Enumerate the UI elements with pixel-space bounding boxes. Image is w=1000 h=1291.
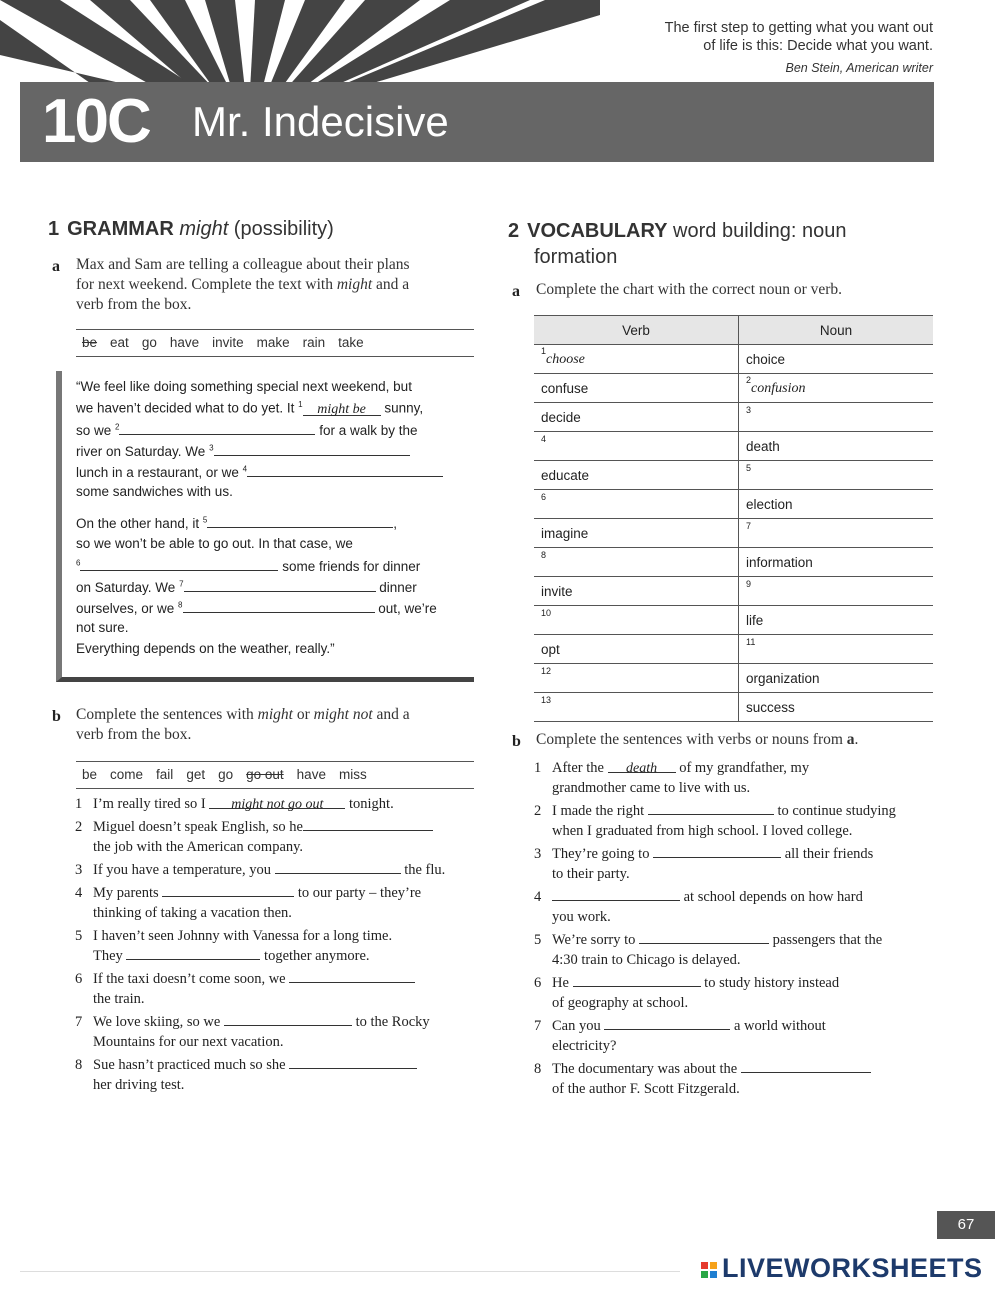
table-row bbox=[534, 403, 933, 432]
logo-text: LIVEWORKSHEETS bbox=[722, 1253, 983, 1283]
list-item bbox=[75, 817, 433, 857]
section-topic-italic: might bbox=[179, 218, 229, 240]
text-line: On the other hand, it $^5$ , bbox=[76, 515, 398, 531]
cell-value: confuse bbox=[541, 380, 589, 396]
item-text: all their friends bbox=[784, 846, 874, 862]
word-come: come bbox=[110, 767, 144, 782]
section-number: 2 bbox=[508, 220, 520, 242]
table-row bbox=[534, 461, 933, 490]
answer-blank[interactable] bbox=[126, 946, 260, 960]
list-item bbox=[534, 801, 896, 841]
table-row bbox=[534, 432, 933, 461]
gap-number: 13 bbox=[541, 694, 552, 705]
table-row bbox=[534, 519, 933, 548]
table-row bbox=[534, 664, 933, 693]
cell-value: invite bbox=[541, 583, 573, 599]
table-cell bbox=[534, 635, 739, 664]
text-line bbox=[76, 463, 443, 480]
gap-number: 2 bbox=[746, 374, 752, 385]
answer-blank-3[interactable] bbox=[214, 442, 410, 456]
exercise-letter-a: a bbox=[512, 283, 520, 300]
table-cell[interactable] bbox=[534, 693, 739, 722]
word-box-b bbox=[76, 761, 474, 789]
answer-blank[interactable] bbox=[289, 969, 415, 983]
item-text: Can you bbox=[552, 1018, 601, 1034]
table-cell bbox=[534, 403, 739, 432]
text: river on Saturday. We bbox=[76, 444, 210, 459]
gap-number: 3 bbox=[746, 404, 752, 415]
text-line: “We feel like doing something special next weekend, but bbox=[76, 379, 412, 394]
section-topic: word building: noun bbox=[667, 220, 847, 242]
section-title: GRAMMAR bbox=[67, 218, 174, 240]
gap-number: 1 bbox=[298, 400, 303, 409]
answer-blank[interactable] bbox=[224, 1012, 352, 1026]
grammar-a-instructions bbox=[76, 255, 410, 315]
list-item bbox=[534, 887, 863, 927]
exercise-letter-b: b bbox=[512, 733, 521, 750]
column-header-noun: Noun bbox=[739, 316, 934, 345]
item-text: electricity? bbox=[552, 1038, 617, 1054]
item-number: 7 bbox=[534, 1018, 542, 1034]
item-text: I made the right bbox=[552, 803, 645, 819]
item-number: 5 bbox=[75, 928, 83, 944]
answer-blank-4[interactable] bbox=[247, 463, 443, 477]
gap-number: 2 bbox=[115, 422, 120, 432]
table-cell bbox=[739, 490, 934, 519]
answer-blank-6[interactable] bbox=[80, 557, 278, 571]
table-row bbox=[534, 693, 933, 722]
item-number: 6 bbox=[534, 975, 542, 991]
item-number: 3 bbox=[534, 846, 542, 862]
item-text: thinking of taking a vacation then. bbox=[93, 905, 292, 921]
answer-blank[interactable] bbox=[275, 860, 401, 874]
grammar-b-instructions bbox=[76, 705, 410, 745]
word-be: be bbox=[82, 767, 98, 782]
answer-blank[interactable] bbox=[162, 883, 294, 897]
answer-blank[interactable] bbox=[741, 1059, 871, 1073]
gap-number: 8 bbox=[541, 549, 547, 560]
sunburst-decoration bbox=[0, 0, 600, 90]
table-cell bbox=[534, 374, 739, 403]
quote-author: Ben Stein, American writer bbox=[785, 61, 933, 75]
answer-blank[interactable] bbox=[604, 1016, 730, 1030]
instr-line: verb from the box. bbox=[76, 726, 192, 743]
text-line bbox=[76, 599, 437, 616]
text: dinner bbox=[375, 580, 417, 595]
item-text: to study history instead bbox=[704, 975, 840, 991]
instr-line bbox=[76, 275, 410, 295]
text: On the other hand, it bbox=[76, 516, 203, 531]
item-text: you work. bbox=[552, 909, 611, 925]
cell-value: organization bbox=[746, 670, 820, 686]
gap-number: 1 bbox=[541, 345, 547, 356]
item-text: to our party – they’re bbox=[297, 885, 422, 901]
section-number: 1 bbox=[48, 218, 60, 240]
text-line bbox=[76, 400, 423, 416]
word-invite: invite bbox=[212, 335, 244, 350]
item-number: 7 bbox=[75, 1014, 83, 1030]
vocab-b-instructions bbox=[536, 730, 858, 750]
table-cell bbox=[534, 519, 739, 548]
item-text: He bbox=[552, 975, 569, 991]
text: ourselves, or we bbox=[76, 601, 179, 616]
item-text: to their party. bbox=[552, 866, 630, 882]
table-row bbox=[534, 490, 933, 519]
quote bbox=[665, 19, 933, 77]
item-number: 8 bbox=[534, 1061, 542, 1077]
item-text: The documentary was about the bbox=[552, 1061, 738, 1077]
table-row bbox=[534, 635, 933, 664]
item-text: After the bbox=[552, 760, 608, 776]
text-line: some sandwiches with us. bbox=[76, 484, 233, 499]
gap-number: 12 bbox=[541, 665, 552, 676]
gap-number: 10 bbox=[541, 607, 552, 618]
item-text: Mountains for our next vacation. bbox=[93, 1034, 284, 1050]
table-cell bbox=[739, 693, 934, 722]
table-row bbox=[534, 345, 933, 374]
item-text: We’re sorry to bbox=[552, 932, 636, 948]
gap-number: 8 bbox=[178, 600, 183, 610]
word-go: go bbox=[218, 767, 234, 782]
gap-number: 4 bbox=[541, 433, 547, 444]
gap-number: 6 bbox=[76, 558, 81, 568]
instr-text: and a bbox=[372, 706, 410, 723]
item-text: when I graduated from high school. I loved college. bbox=[552, 823, 853, 839]
item-number: 2 bbox=[534, 803, 542, 819]
word-make: make bbox=[256, 335, 290, 350]
word-have: have bbox=[169, 335, 200, 350]
section-topic: (possibility) bbox=[228, 218, 334, 240]
item-text: 4:30 train to Chicago is delayed. bbox=[552, 952, 741, 968]
text: out, we’re bbox=[374, 601, 437, 616]
table-cell[interactable] bbox=[739, 635, 934, 664]
answer-blank[interactable] bbox=[648, 801, 774, 815]
item-text: the flu. bbox=[404, 862, 446, 878]
instr-line: verb from the box. bbox=[76, 296, 192, 313]
item-text: of my grandfather, my bbox=[675, 760, 810, 776]
item-number: 1 bbox=[75, 796, 83, 812]
text-line: so we won’t be able to go out. In that case, we bbox=[76, 536, 353, 551]
vocab-a-instructions: Complete the chart with the correct noun or verb. bbox=[536, 281, 843, 298]
table-cell bbox=[739, 374, 934, 403]
gap-number: 5 bbox=[746, 462, 752, 473]
list-item bbox=[75, 883, 422, 923]
unit-title: Mr. Indecisive bbox=[192, 98, 449, 145]
unit-code: 10C bbox=[42, 87, 150, 156]
item-number: 2 bbox=[75, 819, 83, 835]
table-cell bbox=[739, 345, 934, 374]
item-text: of geography at school. bbox=[552, 995, 689, 1011]
item-text: Miguel doesn’t speak English, so he bbox=[93, 819, 303, 835]
answer-blank-5[interactable] bbox=[207, 514, 393, 528]
instr-text: Complete the sentences with bbox=[76, 706, 258, 723]
cell-value: decide bbox=[541, 409, 581, 425]
item-text: We love skiing, so we bbox=[93, 1014, 221, 1030]
word-get: get bbox=[186, 767, 206, 782]
item-text: I’m really tired so I bbox=[93, 796, 210, 812]
text: so we bbox=[76, 423, 116, 438]
gap-number: 7 bbox=[179, 579, 184, 589]
word-rain: rain bbox=[302, 335, 326, 350]
item-text: If you have a temperature, you bbox=[93, 862, 271, 878]
answer-blank[interactable] bbox=[573, 973, 701, 987]
column-header-verb: Verb bbox=[534, 316, 739, 345]
text-line bbox=[76, 578, 417, 595]
table-cell bbox=[534, 345, 739, 374]
table-cell bbox=[739, 548, 934, 577]
item-text: tonight. bbox=[345, 796, 394, 812]
table-cell bbox=[739, 432, 934, 461]
answer-blank-7[interactable] bbox=[184, 578, 376, 592]
table-cell[interactable] bbox=[739, 519, 934, 548]
instr-italic: might bbox=[336, 276, 373, 293]
list-item bbox=[75, 1055, 417, 1095]
instr-line: Max and Sam are telling a colleague about their plans bbox=[76, 256, 410, 273]
instr-text: Complete the sentences with verbs or nouns from bbox=[536, 731, 847, 748]
cell-value: information bbox=[746, 554, 813, 570]
cell-value: life bbox=[746, 612, 764, 628]
gap-number: 6 bbox=[541, 491, 547, 502]
word-chart bbox=[534, 315, 933, 722]
item-text: the job with the American company. bbox=[93, 839, 304, 855]
item-text: My parents bbox=[93, 885, 159, 901]
unit-banner bbox=[20, 82, 934, 162]
table-cell[interactable] bbox=[534, 490, 739, 519]
cell-value: imagine bbox=[541, 525, 589, 541]
item-text: at school depends on how hard bbox=[683, 889, 863, 905]
table-cell[interactable] bbox=[739, 577, 934, 606]
item-text: the train. bbox=[93, 991, 145, 1007]
item-number: 4 bbox=[534, 889, 542, 905]
answer-blank[interactable] bbox=[289, 1055, 417, 1069]
grammar-heading bbox=[48, 218, 334, 241]
word-have: have bbox=[296, 767, 326, 782]
gap-number: 7 bbox=[746, 520, 752, 531]
list-item bbox=[75, 860, 446, 880]
table-cell bbox=[739, 606, 934, 635]
text-line bbox=[76, 421, 418, 438]
answer-blank[interactable] bbox=[303, 817, 433, 831]
page-number: 67 bbox=[937, 1211, 995, 1239]
item-text: They’re going to bbox=[552, 846, 650, 862]
word-be: be bbox=[82, 335, 98, 350]
table-cell[interactable] bbox=[739, 403, 934, 432]
gap-number: 4 bbox=[242, 464, 248, 474]
exercise-letter-a: a bbox=[52, 258, 60, 275]
text: on Saturday. We bbox=[76, 580, 180, 595]
word-miss: miss bbox=[338, 767, 367, 782]
list-item bbox=[75, 969, 415, 1009]
cell-value: choose bbox=[546, 351, 585, 367]
item-text: If the taxi doesn’t come soon, we bbox=[93, 971, 286, 987]
table-cell bbox=[534, 577, 739, 606]
instr-italic: might bbox=[257, 706, 293, 723]
item-text: to the Rocky bbox=[355, 1014, 430, 1030]
table-cell bbox=[739, 664, 934, 693]
item-number: 4 bbox=[75, 885, 83, 901]
liveworksheets-logo bbox=[700, 1253, 983, 1284]
word-take: take bbox=[338, 335, 364, 350]
item-number: 1 bbox=[534, 760, 542, 776]
table-cell bbox=[534, 461, 739, 490]
gap-number: 3 bbox=[209, 443, 214, 453]
instr-bold: a bbox=[846, 731, 855, 748]
table-row bbox=[534, 606, 933, 635]
cell-value: educate bbox=[541, 467, 590, 483]
word-go: go bbox=[141, 335, 157, 350]
table-cell[interactable] bbox=[739, 461, 934, 490]
word-fail: fail bbox=[156, 767, 174, 782]
list-item bbox=[75, 926, 393, 966]
list-item bbox=[534, 1016, 826, 1056]
list-item bbox=[75, 794, 394, 814]
list-item bbox=[534, 1059, 871, 1099]
answer-blank[interactable] bbox=[639, 930, 769, 944]
instr-line bbox=[76, 705, 410, 725]
quote-line-2: of life is this: Decide what you want. bbox=[703, 38, 933, 54]
item-text: a world without bbox=[733, 1018, 826, 1034]
gap-number: 5 bbox=[202, 515, 208, 525]
exercise-letter-b: b bbox=[52, 708, 61, 725]
answer-blank[interactable] bbox=[552, 887, 680, 901]
section-topic: formation bbox=[534, 246, 618, 268]
word-box-a bbox=[76, 329, 474, 357]
text: sunny, bbox=[380, 400, 424, 416]
cell-value: death bbox=[746, 438, 780, 454]
text-line bbox=[76, 557, 420, 574]
item-text: Sue hasn’t practiced much so she bbox=[93, 1057, 286, 1073]
cell-value: confusion bbox=[751, 380, 806, 396]
list-item bbox=[75, 1012, 430, 1052]
item-text: of the author F. Scott Fitzgerald. bbox=[552, 1081, 740, 1097]
text-line: Everything depends on the weather, really.” bbox=[76, 641, 335, 656]
text-line: not sure. bbox=[76, 620, 129, 635]
text: lunch in a restaurant, or we bbox=[76, 465, 243, 480]
text-line bbox=[76, 442, 410, 459]
instr-text: . bbox=[854, 731, 859, 748]
word-eat: eat bbox=[110, 335, 129, 350]
item-text: grandmother came to live with us. bbox=[552, 780, 751, 796]
table-cell[interactable] bbox=[534, 432, 739, 461]
instr-text: or bbox=[292, 706, 314, 723]
table-row bbox=[534, 577, 933, 606]
text: we haven’t decided what to do yet. It bbox=[76, 400, 299, 416]
answer-blank-8[interactable] bbox=[183, 599, 375, 613]
cell-value: opt bbox=[541, 641, 560, 657]
instr-text: for next weekend. Complete the text with bbox=[76, 276, 337, 293]
list-item bbox=[534, 844, 874, 884]
table-row bbox=[534, 548, 933, 577]
list-item bbox=[534, 758, 810, 798]
vocab-heading bbox=[508, 218, 847, 270]
cell-value: choice bbox=[746, 351, 786, 367]
instr-text: and a bbox=[372, 276, 410, 293]
text: some friends for dinner bbox=[278, 559, 421, 574]
item-text: together anymore. bbox=[264, 948, 370, 964]
answer-blank[interactable]: might not go out bbox=[209, 795, 345, 809]
item-text: to continue studying bbox=[777, 803, 896, 819]
list-item bbox=[534, 973, 840, 1013]
instr-italic: might not bbox=[313, 706, 373, 723]
item-text: I haven’t seen Johnny with Vanessa for a long time. bbox=[93, 928, 393, 944]
item-number: 8 bbox=[75, 1057, 83, 1073]
table-cell[interactable] bbox=[534, 606, 739, 635]
quote-line-1: The first step to getting what you want out bbox=[664, 20, 933, 36]
cell-value: election bbox=[746, 496, 793, 512]
item-text: They bbox=[93, 948, 123, 964]
logo-icon bbox=[700, 1261, 722, 1279]
item-text: her driving test. bbox=[93, 1077, 185, 1093]
cell-value: success bbox=[746, 699, 795, 715]
answer-blank[interactable] bbox=[653, 844, 781, 858]
item-number: 5 bbox=[534, 932, 542, 948]
table-cell[interactable] bbox=[534, 664, 739, 693]
table-row bbox=[534, 374, 933, 403]
list-item bbox=[534, 930, 883, 970]
footer-divider bbox=[20, 1271, 680, 1272]
item-text: passengers that the bbox=[772, 932, 883, 948]
gap-number: 11 bbox=[746, 636, 756, 647]
section-title: VOCABULARY bbox=[527, 220, 668, 242]
item-number: 3 bbox=[75, 862, 83, 878]
table-cell[interactable] bbox=[534, 548, 739, 577]
text: for a walk by the bbox=[315, 423, 418, 438]
word-go-out: go out bbox=[246, 767, 284, 782]
item-number: 6 bbox=[75, 971, 83, 987]
gap-number: 9 bbox=[746, 578, 752, 589]
answer-blank-2[interactable] bbox=[119, 421, 315, 435]
answer-blank-1[interactable]: might be bbox=[303, 402, 381, 416]
answer-blank[interactable]: death bbox=[608, 759, 676, 773]
